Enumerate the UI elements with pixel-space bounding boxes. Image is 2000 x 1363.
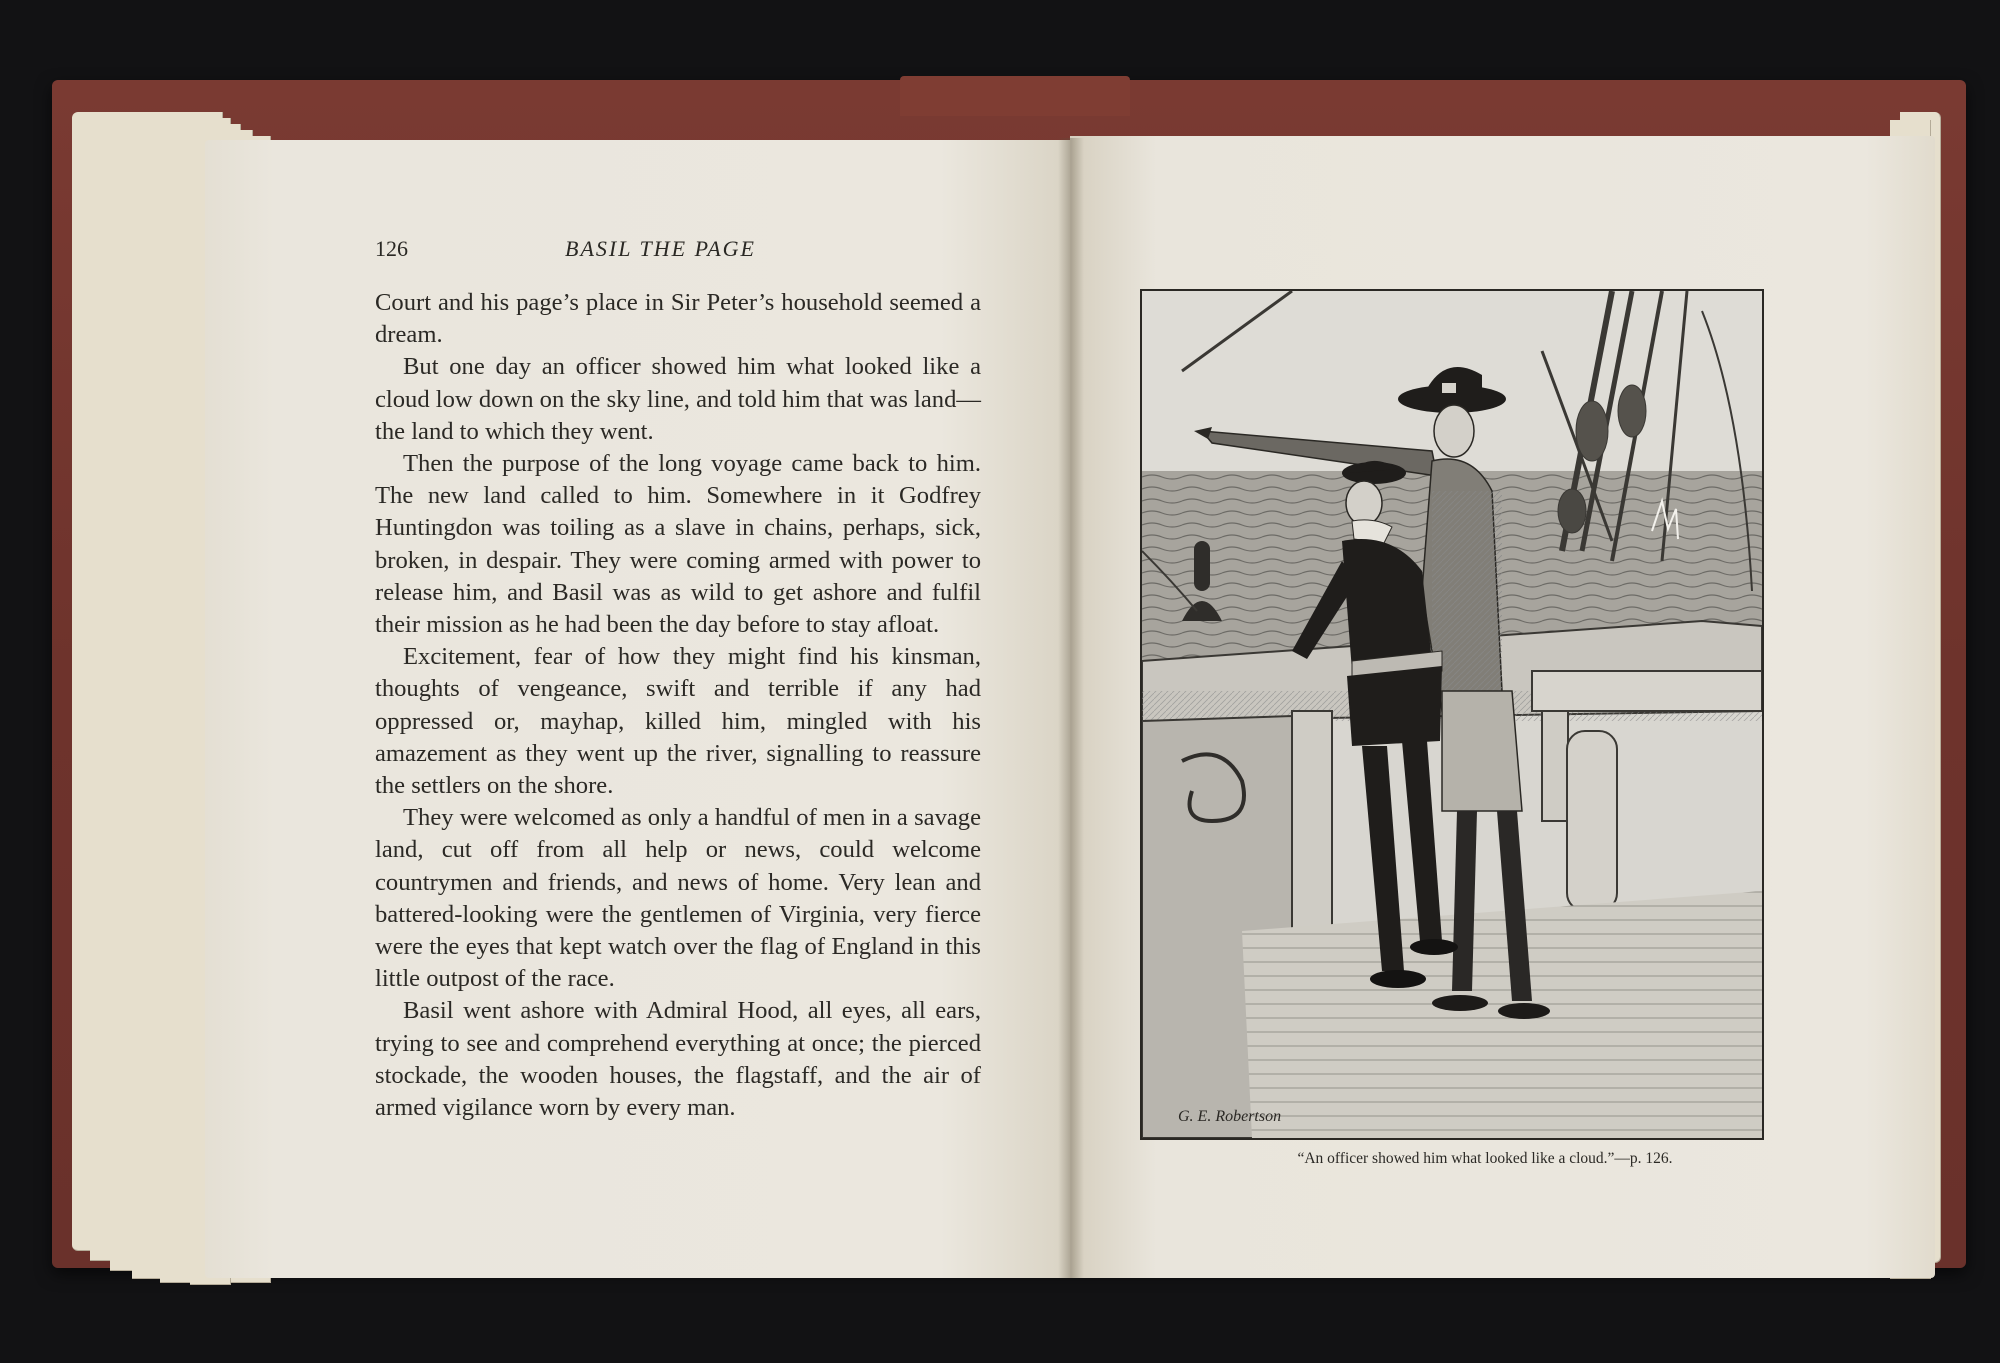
book-gutter bbox=[1058, 138, 1084, 1278]
rail-cap bbox=[1532, 671, 1762, 711]
rail-post bbox=[1292, 711, 1332, 941]
book-spine bbox=[900, 76, 1130, 116]
paragraph: Basil went ashore with Admiral Hood, all eyes, all ears, trying to see and comprehend everything at once; the pierced stockade, the wooden houses, the flagstaff, and the air of armed vigilance worn by every man. bbox=[375, 997, 981, 1122]
illustration-plate bbox=[1140, 289, 1764, 1140]
artist-signature: G. E. Robertson bbox=[1178, 1108, 1282, 1125]
running-head bbox=[375, 236, 980, 270]
illustration-caption: “An officer showed him what looked like a cloud.”—p. 126. bbox=[1297, 1150, 1673, 1167]
ship-deck-illustration bbox=[1142, 291, 1762, 1138]
running-title: BASIL THE PAGE bbox=[565, 236, 756, 261]
paragraph: Court and his page’s place in Sir Peter’s household seemed a dream. bbox=[375, 289, 981, 349]
rail-post bbox=[1542, 701, 1568, 821]
paragraph: But one day an officer showed him what looked like a cloud low down on the sky line, and told him that was land—the land to which they went. bbox=[375, 353, 981, 445]
body-text bbox=[375, 287, 981, 1124]
baluster bbox=[1567, 731, 1617, 911]
page-number: 126 bbox=[375, 236, 408, 261]
paragraph: They were welcomed as only a handful of men in a savage land, cut off from all help or news, could welcome countrymen and friends, and news of home. Very lean and battered-looking were the gentlemen of Virginia, very fierce were the eyes that kept watch over the flag of England in this little outpost of the race. bbox=[375, 804, 981, 993]
paragraph: Then the purpose of the long voyage came back to him. The new land called to him. Somewhere in it Godfrey Huntingdon was toiling as a slave in chains, perhaps, sick, broken, in despair. They were coming armed with power to release him, and Basil was as wild to get ashore and fulfil their mission as he had been the day before to stay afloat. bbox=[375, 450, 981, 639]
paragraph: Excitement, fear of how they might find his kinsman, thoughts of vengeance, swift and terrible if any had oppressed or, mayhap, killed him, mingled with his amazement as they went up the river, signalling to reassure the settlers on the shore. bbox=[375, 643, 981, 800]
